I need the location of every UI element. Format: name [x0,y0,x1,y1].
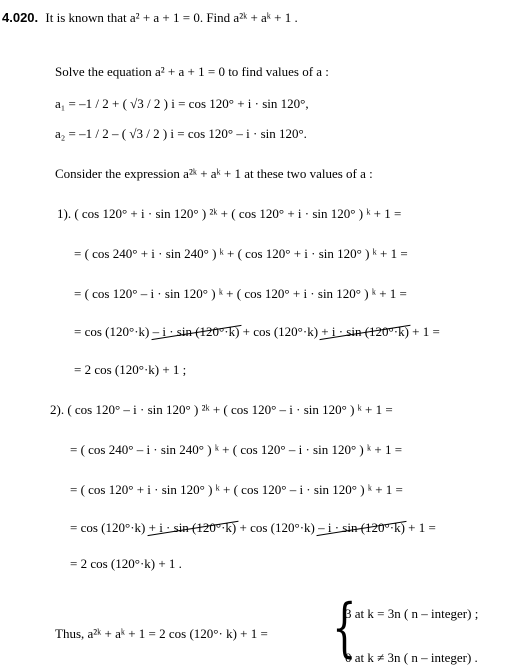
conclusion-text: Thus, a²ᵏ + aᵏ + 1 = 2 cos (120°· k) + 1 = [55,626,268,641]
case1-line2: = ( cos 240° + i · sin 240° ) ᵏ + ( cos 120° + i · sin 120° ) ᵏ + 1 = [74,246,408,261]
case1-line4-part-c: + 1 = [408,324,440,339]
root-a2: a₂ = –1 / 2 – ( √3 / 2 ) i = cos 120° – i · sin 120°. [55,126,307,141]
problem-statement: It is known that a² + a + 1 = 0. Find a²ᵏ + aᵏ + 1 . [45,10,298,25]
case2-line5: = 2 cos (120°·k) + 1 . [70,556,182,571]
case2-line3: = ( cos 120° + i · sin 120° ) ᵏ + ( cos 120° – i · sin 120° ) ᵏ + 1 = [70,482,403,497]
conclusion-case-a: 3 at k = 3n ( n – integer) ; [345,606,479,621]
case1-line4-part-a: = cos (120°·k) [74,324,153,339]
solve-intro: Solve the equation a² + a + 1 = 0 to find values of a : [55,64,329,79]
case1-strikethrough-1: – i · sin (120°·k) [152,324,240,339]
problem-number: 4.020. [2,10,39,25]
case1-line3: = ( cos 120° – i · sin 120° ) ᵏ + ( cos 120° + i · sin 120° ) ᵏ + 1 = [74,286,407,301]
case1-line4-part-b: + cos (120°·k) [239,324,322,339]
case2-line1: 2). ( cos 120° – i · sin 120° ) ²ᵏ + ( cos 120° – i · sin 120° ) ᵏ + 1 = [50,402,393,417]
case2-strikethrough-2: – i · sin (120°·k) [318,520,405,535]
case2-strikethrough-1: + i · sin (120°·k) [148,520,237,535]
case1-line1: 1). ( cos 120° + i · sin 120° ) ²ᵏ + ( cos 120° + i · sin 120° ) ᵏ + 1 = [57,206,402,221]
case2-line2: = ( cos 240° – i · sin 240° ) ᵏ + ( cos 120° – i · sin 120° ) ᵏ + 1 = [70,442,403,457]
case1-line4 [74,324,440,340]
case2-line4 [70,520,436,536]
curly-brace: { [332,591,357,665]
root-a1: a₁ = –1 / 2 + ( √3 / 2 ) i = cos 120° + i · sin 120°, [55,96,309,111]
case2-line4-part-c: + 1 = [404,520,436,535]
case1-line5: = 2 cos (120°·k) + 1 ; [74,362,187,377]
consider-text: Consider the expression a²ᵏ + aᵏ + 1 at these two values of a : [55,166,373,181]
case2-line4-part-a: = cos (120°·k) [70,520,149,535]
case1-strikethrough-2: + i · sin (120°·k) [321,324,409,339]
conclusion-case-b: 0 at k ≠ 3n ( n – integer) . [345,650,478,665]
problem-statement-line [2,10,298,26]
case2-line4-part-b: + cos (120°·k) [236,520,319,535]
